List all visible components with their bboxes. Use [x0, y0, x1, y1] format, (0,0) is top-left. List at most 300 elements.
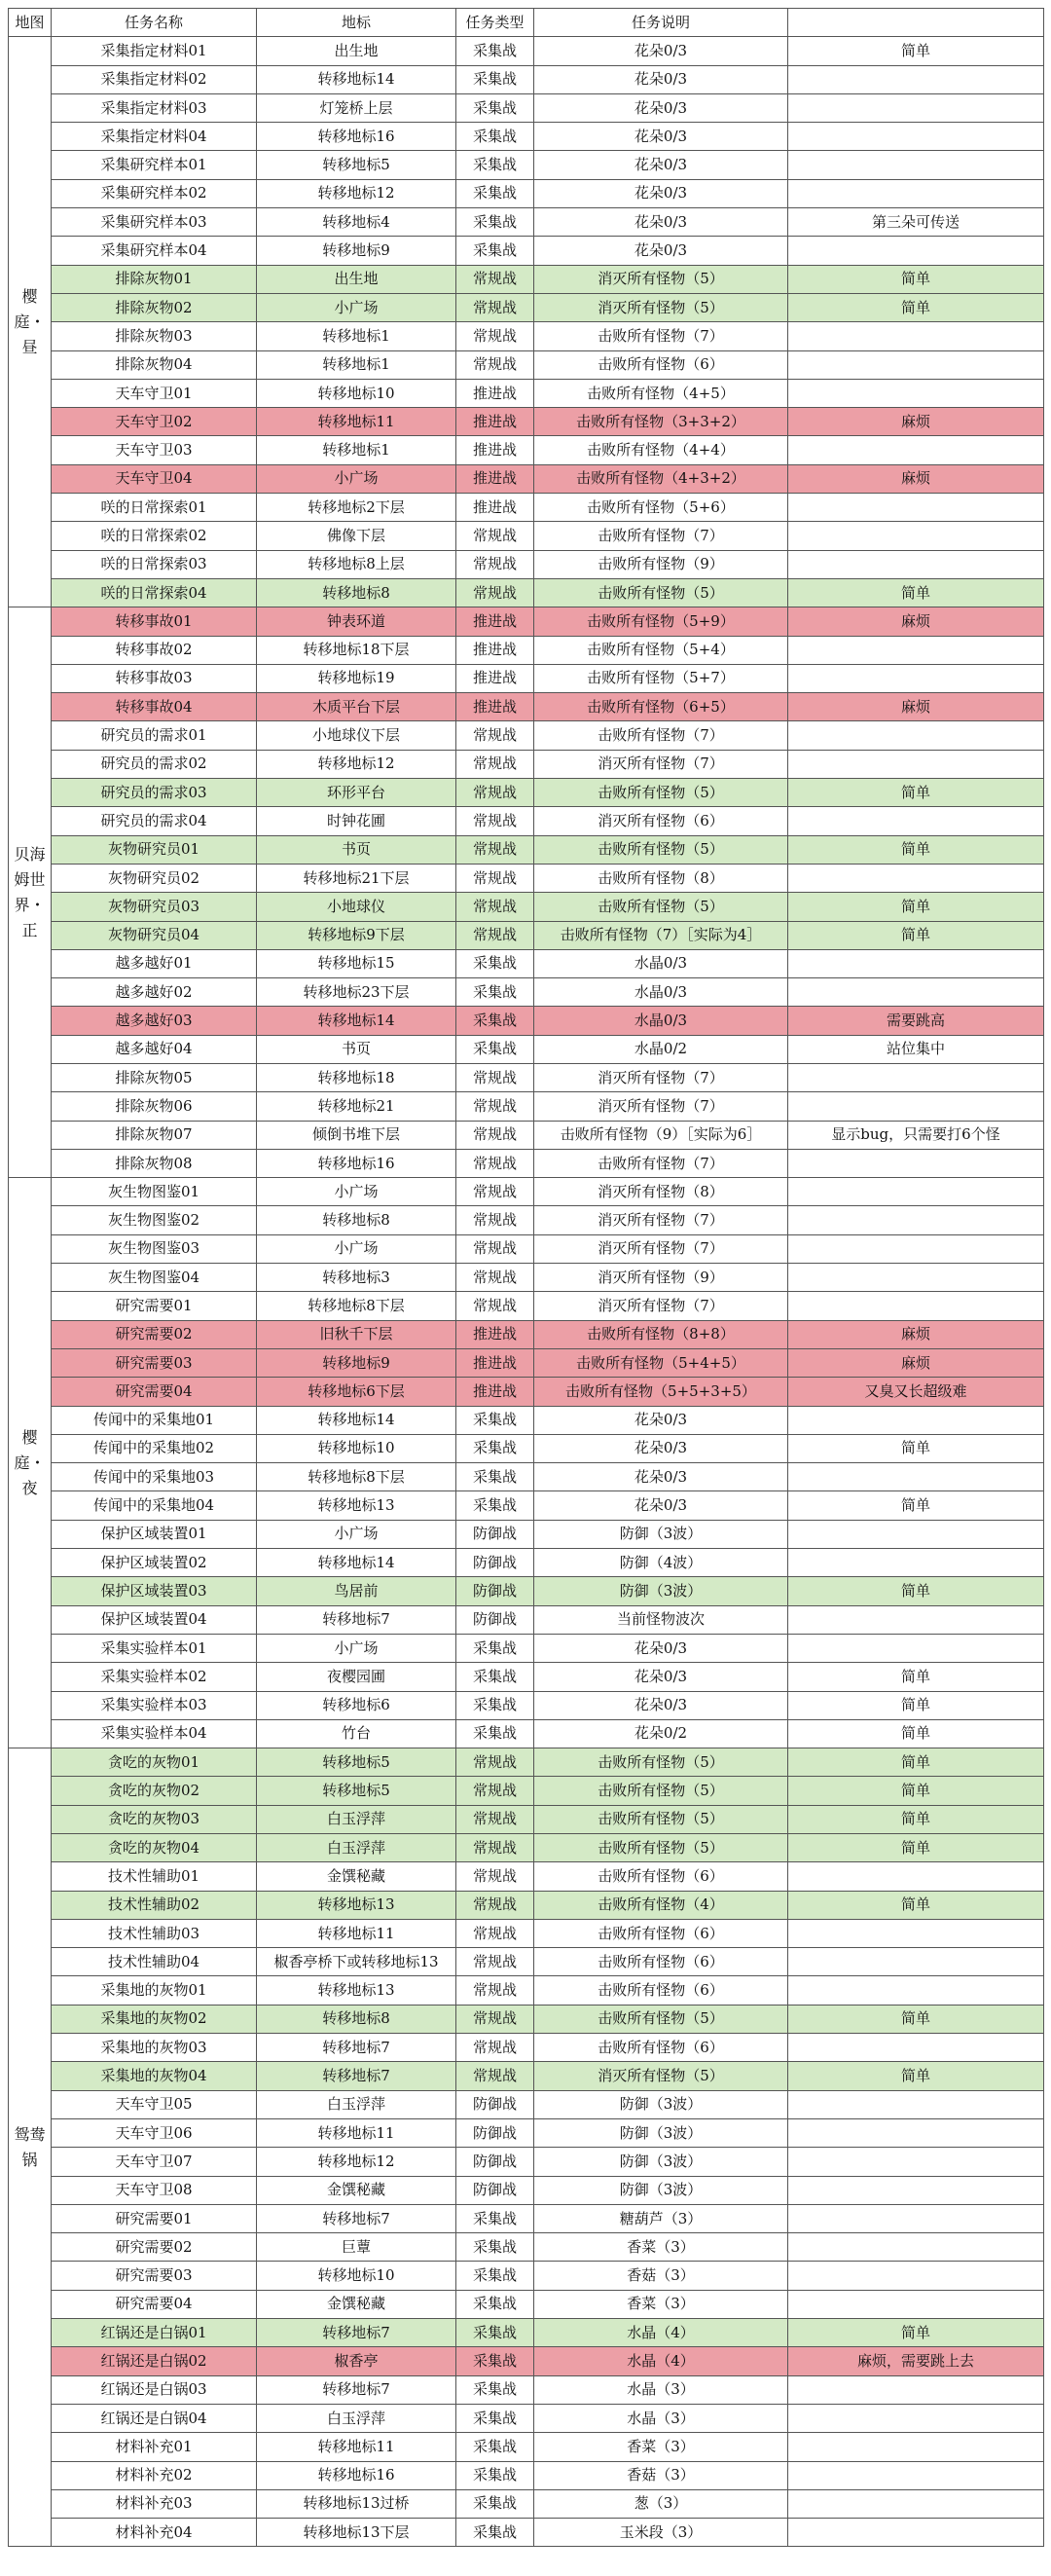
- quest-type-cell: 常规战: [456, 1121, 534, 1149]
- note-cell: 简单: [788, 1748, 1044, 1777]
- landmark-cell: 金馔秘藏: [257, 2176, 456, 2204]
- quest-desc-cell: 击败所有怪物（8+8）: [534, 1320, 788, 1348]
- landmark-cell: 小广场: [257, 464, 456, 493]
- quest-name-cell: 灰物研究员03: [52, 893, 257, 921]
- note-cell: [788, 664, 1044, 692]
- landmark-cell: 转移地标5: [257, 1777, 456, 1805]
- note-cell: 简单: [788, 265, 1044, 293]
- quest-type-cell: 采集战: [456, 1491, 534, 1520]
- quest-name-cell: 天车守卫04: [52, 464, 257, 493]
- table-row: [9, 1035, 1044, 1063]
- quest-type-cell: 常规战: [456, 779, 534, 807]
- table-row: [9, 522, 1044, 550]
- header-map: 地图: [9, 9, 52, 37]
- quest-desc-cell: 击败所有怪物（5）: [534, 578, 788, 607]
- map-name-cell: 贝海姆世界・正: [9, 607, 52, 1178]
- landmark-cell: 转移地标14: [257, 1406, 456, 1434]
- quest-type-cell: 采集战: [456, 208, 534, 237]
- table-row: [9, 835, 1044, 864]
- quest-desc-cell: 防御（3波）: [534, 1577, 788, 1605]
- table-row: [9, 2148, 1044, 2176]
- quest-type-cell: 常规战: [456, 293, 534, 321]
- quest-desc-cell: 花朵0/3: [534, 1463, 788, 1491]
- quest-type-cell: 采集战: [456, 123, 534, 151]
- note-cell: [788, 1605, 1044, 1634]
- quest-name-cell: 排除灰物03: [52, 322, 257, 350]
- note-cell: [788, 2262, 1044, 2290]
- quest-name-cell: 研究员的需求01: [52, 721, 257, 750]
- note-cell: [788, 1520, 1044, 1548]
- quest-type-cell: 常规战: [456, 522, 534, 550]
- table-row: [9, 750, 1044, 778]
- quest-desc-cell: 消灭所有怪物（5）: [534, 265, 788, 293]
- note-cell: [788, 436, 1044, 464]
- quest-desc-cell: 击败所有怪物（7）: [534, 1149, 788, 1177]
- quest-type-cell: 采集战: [456, 2290, 534, 2318]
- landmark-cell: 转移地标16: [257, 2461, 456, 2489]
- note-cell: [788, 1092, 1044, 1121]
- note-cell: [788, 550, 1044, 578]
- quest-name-cell: 研究员的需求03: [52, 779, 257, 807]
- note-cell: [788, 721, 1044, 750]
- note-cell: [788, 179, 1044, 207]
- quest-type-cell: 防御战: [456, 1549, 534, 1577]
- landmark-cell: 转移地标5: [257, 151, 456, 179]
- landmark-cell: 转移地标12: [257, 2148, 456, 2176]
- quest-name-cell: 保护区域装置04: [52, 1605, 257, 1634]
- quest-desc-cell: 击败所有怪物（4+5）: [534, 379, 788, 407]
- table-row: [9, 1805, 1044, 1833]
- quest-name-cell: 越多越好03: [52, 1007, 257, 1035]
- quest-name-cell: 采集实验样本03: [52, 1691, 257, 1719]
- quest-name-cell: 越多越好02: [52, 978, 257, 1007]
- landmark-cell: 小广场: [257, 1634, 456, 1662]
- table-row: [9, 1634, 1044, 1662]
- landmark-cell: 木质平台下层: [257, 693, 456, 721]
- table-row: [9, 2005, 1044, 2033]
- note-cell: [788, 2433, 1044, 2461]
- quest-type-cell: 采集战: [456, 1434, 534, 1462]
- table-row: [9, 1605, 1044, 1634]
- quest-name-cell: 天车守卫05: [52, 2090, 257, 2118]
- table-row: [9, 1976, 1044, 2005]
- quest-type-cell: 防御战: [456, 2090, 534, 2118]
- note-cell: [788, 2489, 1044, 2518]
- quest-desc-cell: 防御（4波）: [534, 1549, 788, 1577]
- quest-name-cell: 咲的日常探索04: [52, 578, 257, 607]
- note-cell: [788, 1948, 1044, 1976]
- quest-name-cell: 灰物研究员01: [52, 835, 257, 864]
- quest-name-cell: 咲的日常探索02: [52, 522, 257, 550]
- table-row: [9, 1406, 1044, 1434]
- quest-type-cell: 常规战: [456, 578, 534, 607]
- quest-desc-cell: 花朵0/3: [534, 93, 788, 122]
- table-row: [9, 721, 1044, 750]
- landmark-cell: 白玉浮萍: [257, 2090, 456, 2118]
- table-row: [9, 1777, 1044, 1805]
- quest-desc-cell: 击败所有怪物（5+4）: [534, 636, 788, 664]
- note-cell: 简单: [788, 1777, 1044, 1805]
- table-row: [9, 1520, 1044, 1548]
- note-cell: [788, 151, 1044, 179]
- note-cell: [788, 2090, 1044, 2118]
- landmark-cell: 转移地标15: [257, 949, 456, 977]
- quest-desc-cell: 击败所有怪物（5）: [534, 1777, 788, 1805]
- quest-type-cell: 常规战: [456, 1206, 534, 1234]
- table-row: [9, 807, 1044, 835]
- quest-name-cell: 保护区域装置02: [52, 1549, 257, 1577]
- quest-type-cell: 采集战: [456, 2262, 534, 2290]
- quest-name-cell: 天车守卫01: [52, 379, 257, 407]
- table-row: [9, 693, 1044, 721]
- landmark-cell: 书页: [257, 1035, 456, 1063]
- table-row: [9, 2090, 1044, 2118]
- quest-name-cell: 排除灰物04: [52, 350, 257, 379]
- quest-desc-cell: 击败所有怪物（7）: [534, 522, 788, 550]
- table-row: [9, 1378, 1044, 1406]
- table-row: [9, 65, 1044, 93]
- landmark-cell: 转移地标13: [257, 1891, 456, 1919]
- quest-name-cell: 红锅还是白锅04: [52, 2404, 257, 2432]
- landmark-cell: 转移地标2下层: [257, 494, 456, 522]
- quest-name-cell: 灰生物图鉴01: [52, 1178, 257, 1206]
- quest-desc-cell: 水晶0/3: [534, 949, 788, 977]
- note-cell: 简单: [788, 835, 1044, 864]
- landmark-cell: 鸟居前: [257, 1577, 456, 1605]
- quest-desc-cell: 玉米段（3）: [534, 2519, 788, 2547]
- quest-desc-cell: 水晶（3）: [534, 2375, 788, 2404]
- quest-type-cell: 推进战: [456, 636, 534, 664]
- note-cell: 简单: [788, 2005, 1044, 2033]
- quest-type-cell: 常规战: [456, 1948, 534, 1976]
- quest-desc-cell: 防御（3波）: [534, 2176, 788, 2204]
- quest-type-cell: 常规战: [456, 2062, 534, 2090]
- map-name-cell: 樱庭・昼: [9, 37, 52, 607]
- quest-type-cell: 采集战: [456, 1719, 534, 1748]
- quest-desc-cell: 击败所有怪物（6+5）: [534, 693, 788, 721]
- quest-type-cell: 推进战: [456, 693, 534, 721]
- quest-type-cell: 常规战: [456, 350, 534, 379]
- landmark-cell: 转移地标14: [257, 1007, 456, 1035]
- table-row: [9, 2204, 1044, 2232]
- quest-type-cell: 采集战: [456, 237, 534, 265]
- quest-type-cell: 采集战: [456, 2375, 534, 2404]
- quest-desc-cell: 消灭所有怪物（8）: [534, 1178, 788, 1206]
- table-row: [9, 2433, 1044, 2461]
- map-name-cell: 鸳鸯锅: [9, 1748, 52, 2547]
- quest-name-cell: 贪吃的灰物04: [52, 1834, 257, 1862]
- table-row: [9, 1007, 1044, 1035]
- table-row: [9, 2319, 1044, 2347]
- table-row: [9, 379, 1044, 407]
- table-row: [9, 864, 1044, 892]
- quest-name-cell: 越多越好01: [52, 949, 257, 977]
- quest-desc-cell: 花朵0/3: [534, 123, 788, 151]
- quest-desc-cell: 花朵0/3: [534, 179, 788, 207]
- header-landmark: 地标: [257, 9, 456, 37]
- table-row: [9, 37, 1044, 65]
- landmark-cell: 旧秋千下层: [257, 1320, 456, 1348]
- quest-type-cell: 采集战: [456, 2489, 534, 2518]
- table-row: [9, 123, 1044, 151]
- note-cell: 麻烦，需要跳上去: [788, 2347, 1044, 2375]
- quest-desc-cell: 香菇（3）: [534, 2461, 788, 2489]
- landmark-cell: 转移地标11: [257, 1919, 456, 1947]
- landmark-cell: 转移地标9下层: [257, 921, 456, 949]
- quest-name-cell: 采集实验样本04: [52, 1719, 257, 1748]
- note-cell: [788, 2461, 1044, 2489]
- quest-type-cell: 采集战: [456, 93, 534, 122]
- quest-desc-cell: 防御（3波）: [534, 2090, 788, 2118]
- landmark-cell: 倾倒书堆下层: [257, 1121, 456, 1149]
- table-row: [9, 1834, 1044, 1862]
- quest-name-cell: 天车守卫02: [52, 408, 257, 436]
- note-cell: [788, 1149, 1044, 1177]
- landmark-cell: 转移地标7: [257, 2062, 456, 2090]
- note-cell: [788, 93, 1044, 122]
- header-row: [9, 9, 1044, 37]
- landmark-cell: 白玉浮萍: [257, 2404, 456, 2432]
- landmark-cell: 转移地标21: [257, 1092, 456, 1121]
- quest-name-cell: 采集指定材料03: [52, 93, 257, 122]
- quest-type-cell: 采集战: [456, 1463, 534, 1491]
- quest-desc-cell: 花朵0/3: [534, 208, 788, 237]
- quest-name-cell: 采集实验样本01: [52, 1634, 257, 1662]
- landmark-cell: 小广场: [257, 1234, 456, 1263]
- quest-type-cell: 常规战: [456, 1976, 534, 2005]
- note-cell: [788, 1234, 1044, 1263]
- landmark-cell: 巨蕈: [257, 2233, 456, 2262]
- note-cell: [788, 949, 1044, 977]
- table-row: [9, 2062, 1044, 2090]
- table-row: [9, 2375, 1044, 2404]
- quest-type-cell: 常规战: [456, 550, 534, 578]
- quest-desc-cell: 花朵0/3: [534, 1634, 788, 1662]
- landmark-cell: 转移地标18: [257, 1063, 456, 1091]
- landmark-cell: 转移地标13: [257, 1976, 456, 2005]
- quest-name-cell: 灰生物图鉴03: [52, 1234, 257, 1263]
- quest-desc-cell: 香菜（3）: [534, 2290, 788, 2318]
- landmark-cell: 转移地标8: [257, 1206, 456, 1234]
- landmark-cell: 环形平台: [257, 779, 456, 807]
- table-row: [9, 1862, 1044, 1891]
- table-row: [9, 293, 1044, 321]
- landmark-cell: 转移地标12: [257, 750, 456, 778]
- table-row: [9, 494, 1044, 522]
- landmark-cell: 转移地标19: [257, 664, 456, 692]
- note-cell: [788, 1063, 1044, 1091]
- quest-type-cell: 推进战: [456, 464, 534, 493]
- table-row: [9, 408, 1044, 436]
- quest-desc-cell: 消灭所有怪物（7）: [534, 1292, 788, 1320]
- quest-type-cell: 采集战: [456, 978, 534, 1007]
- landmark-cell: 椒香亭: [257, 2347, 456, 2375]
- quest-desc-cell: 消灭所有怪物（5）: [534, 293, 788, 321]
- quest-desc-cell: 击败所有怪物（5）: [534, 2005, 788, 2033]
- landmark-cell: 转移地标16: [257, 1149, 456, 1177]
- quest-name-cell: 研究需要02: [52, 2233, 257, 2262]
- quest-type-cell: 常规战: [456, 2005, 534, 2033]
- note-cell: [788, 807, 1044, 835]
- quest-type-cell: 采集战: [456, 179, 534, 207]
- quest-name-cell: 转移事故03: [52, 664, 257, 692]
- quest-name-cell: 研究需要04: [52, 1378, 257, 1406]
- quest-type-cell: 采集战: [456, 37, 534, 65]
- quest-desc-cell: 击败所有怪物（5+5+3+5）: [534, 1378, 788, 1406]
- quest-type-cell: 推进战: [456, 436, 534, 464]
- quest-desc-cell: 消灭所有怪物（9）: [534, 1264, 788, 1292]
- note-cell: [788, 2176, 1044, 2204]
- table-row: [9, 2489, 1044, 2518]
- quest-type-cell: 推进战: [456, 1378, 534, 1406]
- landmark-cell: 转移地标21下层: [257, 864, 456, 892]
- quest-desc-cell: 击败所有怪物（3+3+2）: [534, 408, 788, 436]
- note-cell: [788, 1976, 1044, 2005]
- quest-desc-cell: 击败所有怪物（5+7）: [534, 664, 788, 692]
- quest-name-cell: 红锅还是白锅02: [52, 2347, 257, 2375]
- landmark-cell: 转移地标7: [257, 1605, 456, 1634]
- table-row: [9, 1348, 1044, 1377]
- quest-name-cell: 红锅还是白锅01: [52, 2319, 257, 2347]
- landmark-cell: 转移地标9: [257, 1348, 456, 1377]
- quest-type-cell: 推进战: [456, 664, 534, 692]
- table-row: [9, 2519, 1044, 2547]
- quest-desc-cell: 花朵0/3: [534, 237, 788, 265]
- table-row: [9, 1948, 1044, 1976]
- quest-type-cell: 常规战: [456, 1063, 534, 1091]
- table-row: [9, 550, 1044, 578]
- note-cell: 显示bug，只需要打6个怪: [788, 1121, 1044, 1149]
- quest-type-cell: 推进战: [456, 494, 534, 522]
- landmark-cell: 小广场: [257, 293, 456, 321]
- quest-name-cell: 排除灰物01: [52, 265, 257, 293]
- table-row: [9, 1748, 1044, 1777]
- quest-desc-cell: 花朵0/3: [534, 37, 788, 65]
- quest-name-cell: 技术性辅助03: [52, 1919, 257, 1947]
- note-cell: [788, 237, 1044, 265]
- quest-type-cell: 防御战: [456, 1605, 534, 1634]
- quest-name-cell: 传闻中的采集地02: [52, 1434, 257, 1462]
- quest-type-cell: 采集战: [456, 2433, 534, 2461]
- quest-name-cell: 技术性辅助01: [52, 1862, 257, 1891]
- table-row: [9, 1320, 1044, 1348]
- quest-desc-cell: 葱（3）: [534, 2489, 788, 2518]
- quest-desc-cell: 香菇（3）: [534, 2262, 788, 2290]
- note-cell: 麻烦: [788, 1348, 1044, 1377]
- quest-type-cell: 常规战: [456, 1862, 534, 1891]
- quest-type-cell: 采集战: [456, 2319, 534, 2347]
- quest-desc-cell: 击败所有怪物（5+6）: [534, 494, 788, 522]
- quest-desc-cell: 击败所有怪物（4+4）: [534, 436, 788, 464]
- landmark-cell: 书页: [257, 835, 456, 864]
- quest-type-cell: 常规战: [456, 1891, 534, 1919]
- note-cell: 简单: [788, 1577, 1044, 1605]
- quest-type-cell: 常规战: [456, 2034, 534, 2062]
- quest-name-cell: 研究员的需求02: [52, 750, 257, 778]
- landmark-cell: 转移地标8: [257, 578, 456, 607]
- quest-name-cell: 研究员的需求04: [52, 807, 257, 835]
- landmark-cell: 佛像下层: [257, 522, 456, 550]
- quest-type-cell: 常规战: [456, 1919, 534, 1947]
- table-row: [9, 2290, 1044, 2318]
- quest-type-cell: 常规战: [456, 864, 534, 892]
- landmark-cell: 白玉浮萍: [257, 1805, 456, 1833]
- note-cell: [788, 2118, 1044, 2147]
- quest-name-cell: 排除灰物05: [52, 1063, 257, 1091]
- quest-desc-cell: 击败所有怪物（5+4+5）: [534, 1348, 788, 1377]
- quest-table: [8, 8, 1044, 2547]
- landmark-cell: 椒香亭桥下或转移地标13: [257, 1948, 456, 1976]
- quest-name-cell: 研究需要03: [52, 2262, 257, 2290]
- quest-type-cell: 常规战: [456, 1777, 534, 1805]
- quest-name-cell: 材料补充03: [52, 2489, 257, 2518]
- quest-name-cell: 研究需要01: [52, 1292, 257, 1320]
- landmark-cell: 转移地标13: [257, 1491, 456, 1520]
- note-cell: [788, 2290, 1044, 2318]
- table-row: [9, 1463, 1044, 1491]
- table-body: [9, 37, 1044, 2547]
- quest-type-cell: 采集战: [456, 1634, 534, 1662]
- quest-name-cell: 采集研究样本04: [52, 237, 257, 265]
- quest-name-cell: 采集地的灰物01: [52, 1976, 257, 2005]
- quest-desc-cell: 击败所有怪物（7）: [534, 721, 788, 750]
- note-cell: [788, 322, 1044, 350]
- quest-type-cell: 采集战: [456, 1663, 534, 1691]
- note-cell: 第三朵可传送: [788, 208, 1044, 237]
- quest-desc-cell: 消灭所有怪物（7）: [534, 1234, 788, 1263]
- quest-type-cell: 采集战: [456, 2347, 534, 2375]
- landmark-cell: 转移地标7: [257, 2034, 456, 2062]
- quest-desc-cell: 水晶0/3: [534, 978, 788, 1007]
- quest-desc-cell: 击败所有怪物（9）: [534, 550, 788, 578]
- landmark-cell: 竹台: [257, 1719, 456, 1748]
- quest-desc-cell: 击败所有怪物（5）: [534, 779, 788, 807]
- table-row: [9, 1549, 1044, 1577]
- landmark-cell: 转移地标16: [257, 123, 456, 151]
- table-row: [9, 978, 1044, 1007]
- note-cell: [788, 65, 1044, 93]
- quest-desc-cell: 防御（3波）: [534, 2148, 788, 2176]
- landmark-cell: 转移地标13过桥: [257, 2489, 456, 2518]
- landmark-cell: 转移地标8下层: [257, 1463, 456, 1491]
- quest-type-cell: 采集战: [456, 151, 534, 179]
- quest-name-cell: 传闻中的采集地04: [52, 1491, 257, 1520]
- table-row: [9, 1121, 1044, 1149]
- quest-desc-cell: 击败所有怪物（7）: [534, 322, 788, 350]
- quest-name-cell: 材料补充04: [52, 2519, 257, 2547]
- note-cell: [788, 1406, 1044, 1434]
- header-quest-name: 任务名称: [52, 9, 257, 37]
- table-row: [9, 1206, 1044, 1234]
- quest-name-cell: 材料补充01: [52, 2433, 257, 2461]
- note-cell: [788, 2519, 1044, 2547]
- quest-type-cell: 常规战: [456, 1292, 534, 1320]
- quest-desc-cell: 花朵0/3: [534, 1663, 788, 1691]
- quest-name-cell: 采集研究样本01: [52, 151, 257, 179]
- quest-desc-cell: 水晶（4）: [534, 2319, 788, 2347]
- table-row: [9, 1691, 1044, 1719]
- note-cell: [788, 379, 1044, 407]
- note-cell: 麻烦: [788, 693, 1044, 721]
- landmark-cell: 转移地标10: [257, 379, 456, 407]
- quest-name-cell: 技术性辅助02: [52, 1891, 257, 1919]
- quest-desc-cell: 击败所有怪物（5）: [534, 893, 788, 921]
- quest-name-cell: 排除灰物06: [52, 1092, 257, 1121]
- note-cell: [788, 978, 1044, 1007]
- quest-name-cell: 采集指定材料01: [52, 37, 257, 65]
- quest-name-cell: 贪吃的灰物03: [52, 1805, 257, 1833]
- quest-desc-cell: 击败所有怪物（5）: [534, 1748, 788, 1777]
